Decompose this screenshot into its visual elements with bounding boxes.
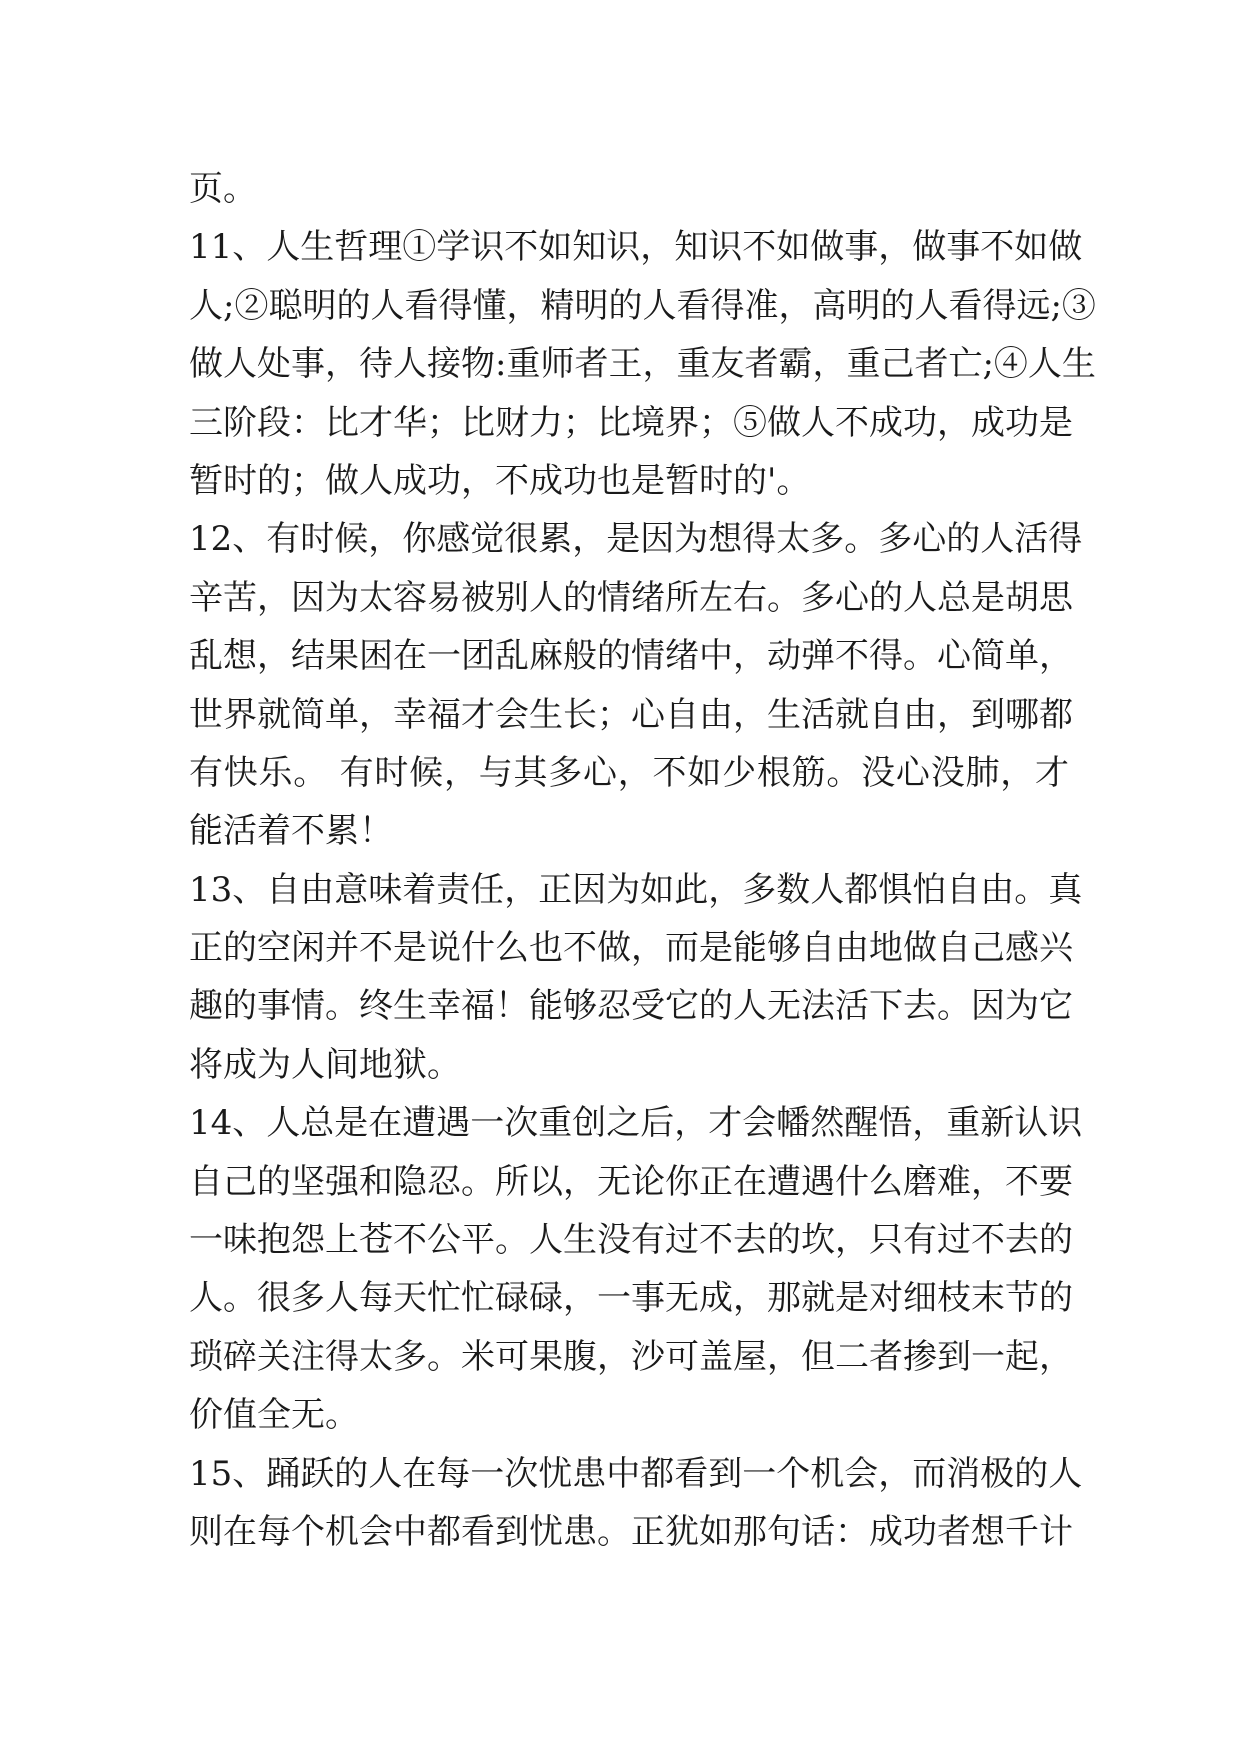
text-line: 正的空闲并不是说什么也不做，而是能够自由地做自己感兴 — [189, 928, 1073, 969]
text-line: 暂时的；做人成功，不成功也是暂时的'。 — [189, 460, 811, 501]
text-line: 有快乐。 有时候，与其多心，不如少根筋。没心没肺，才 — [189, 752, 1069, 793]
text-line: 人;②聪明的人看得懂，精明的人看得准，高明的人看得远;③ — [189, 285, 1096, 326]
text-line: 辛苦，因为太容易被别人的情绪所左右。多心的人总是胡思 — [189, 577, 1073, 618]
text-line: 能活着不累！ — [189, 811, 393, 852]
text-line: 世界就简单，幸福才会生长；心自由，生活就自由，到哪都 — [189, 694, 1073, 735]
text-line: 将成为人间地狱。 — [189, 1044, 461, 1085]
text-line: 趣的事情。终生幸福！能够忍受它的人无法活下去。因为它 — [189, 986, 1073, 1027]
text-line: 13、自由意味着责任，正因为如此，多数人都惧怕自由。真 — [189, 869, 1083, 910]
text-line: 15、踊跃的人在每一次忧患中都看到一个机会，而消极的人 — [189, 1453, 1083, 1494]
text-line: 页。 — [189, 169, 257, 209]
text-line: 三阶段：比才华；比财力；比境界；⑤做人不成功，成功是 — [189, 402, 1073, 443]
text-line: 人。很多人每天忙忙碌碌，一事无成，那就是对细枝末节的 — [189, 1278, 1073, 1319]
text-line: 琐碎关注得太多。米可果腹，沙可盖屋，但二者掺到一起， — [189, 1336, 1073, 1377]
text-line: 则在每个机会中都看到忧患。正犹如那句话：成功者想千计 — [189, 1511, 1073, 1552]
document-body — [189, 160, 1096, 1561]
text-line: 价值全无。 — [189, 1395, 359, 1436]
text-line: 做人处事，待人接物:重师者王，重友者霸，重己者亡;④人生 — [189, 344, 1096, 385]
text-line: 乱想，结果困在一团乱麻般的情绪中，动弹不得。心简单， — [189, 636, 1073, 677]
text-line: 12、有时候，你感觉很累，是因为想得太多。多心的人活得 — [189, 519, 1083, 560]
text-line: 一味抱怨上苍不公平。人生没有过不去的坎，只有过不去的 — [189, 1220, 1073, 1261]
text-line: 自己的坚强和隐忍。所以，无论你正在遭遇什么磨难，不要 — [189, 1161, 1073, 1202]
text-line: 14、人总是在遭遇一次重创之后，才会幡然醒悟，重新认识 — [189, 1103, 1083, 1144]
text-line: 11、人生哲理①学识不如知识，知识不如做事，做事不如做 — [189, 227, 1083, 268]
